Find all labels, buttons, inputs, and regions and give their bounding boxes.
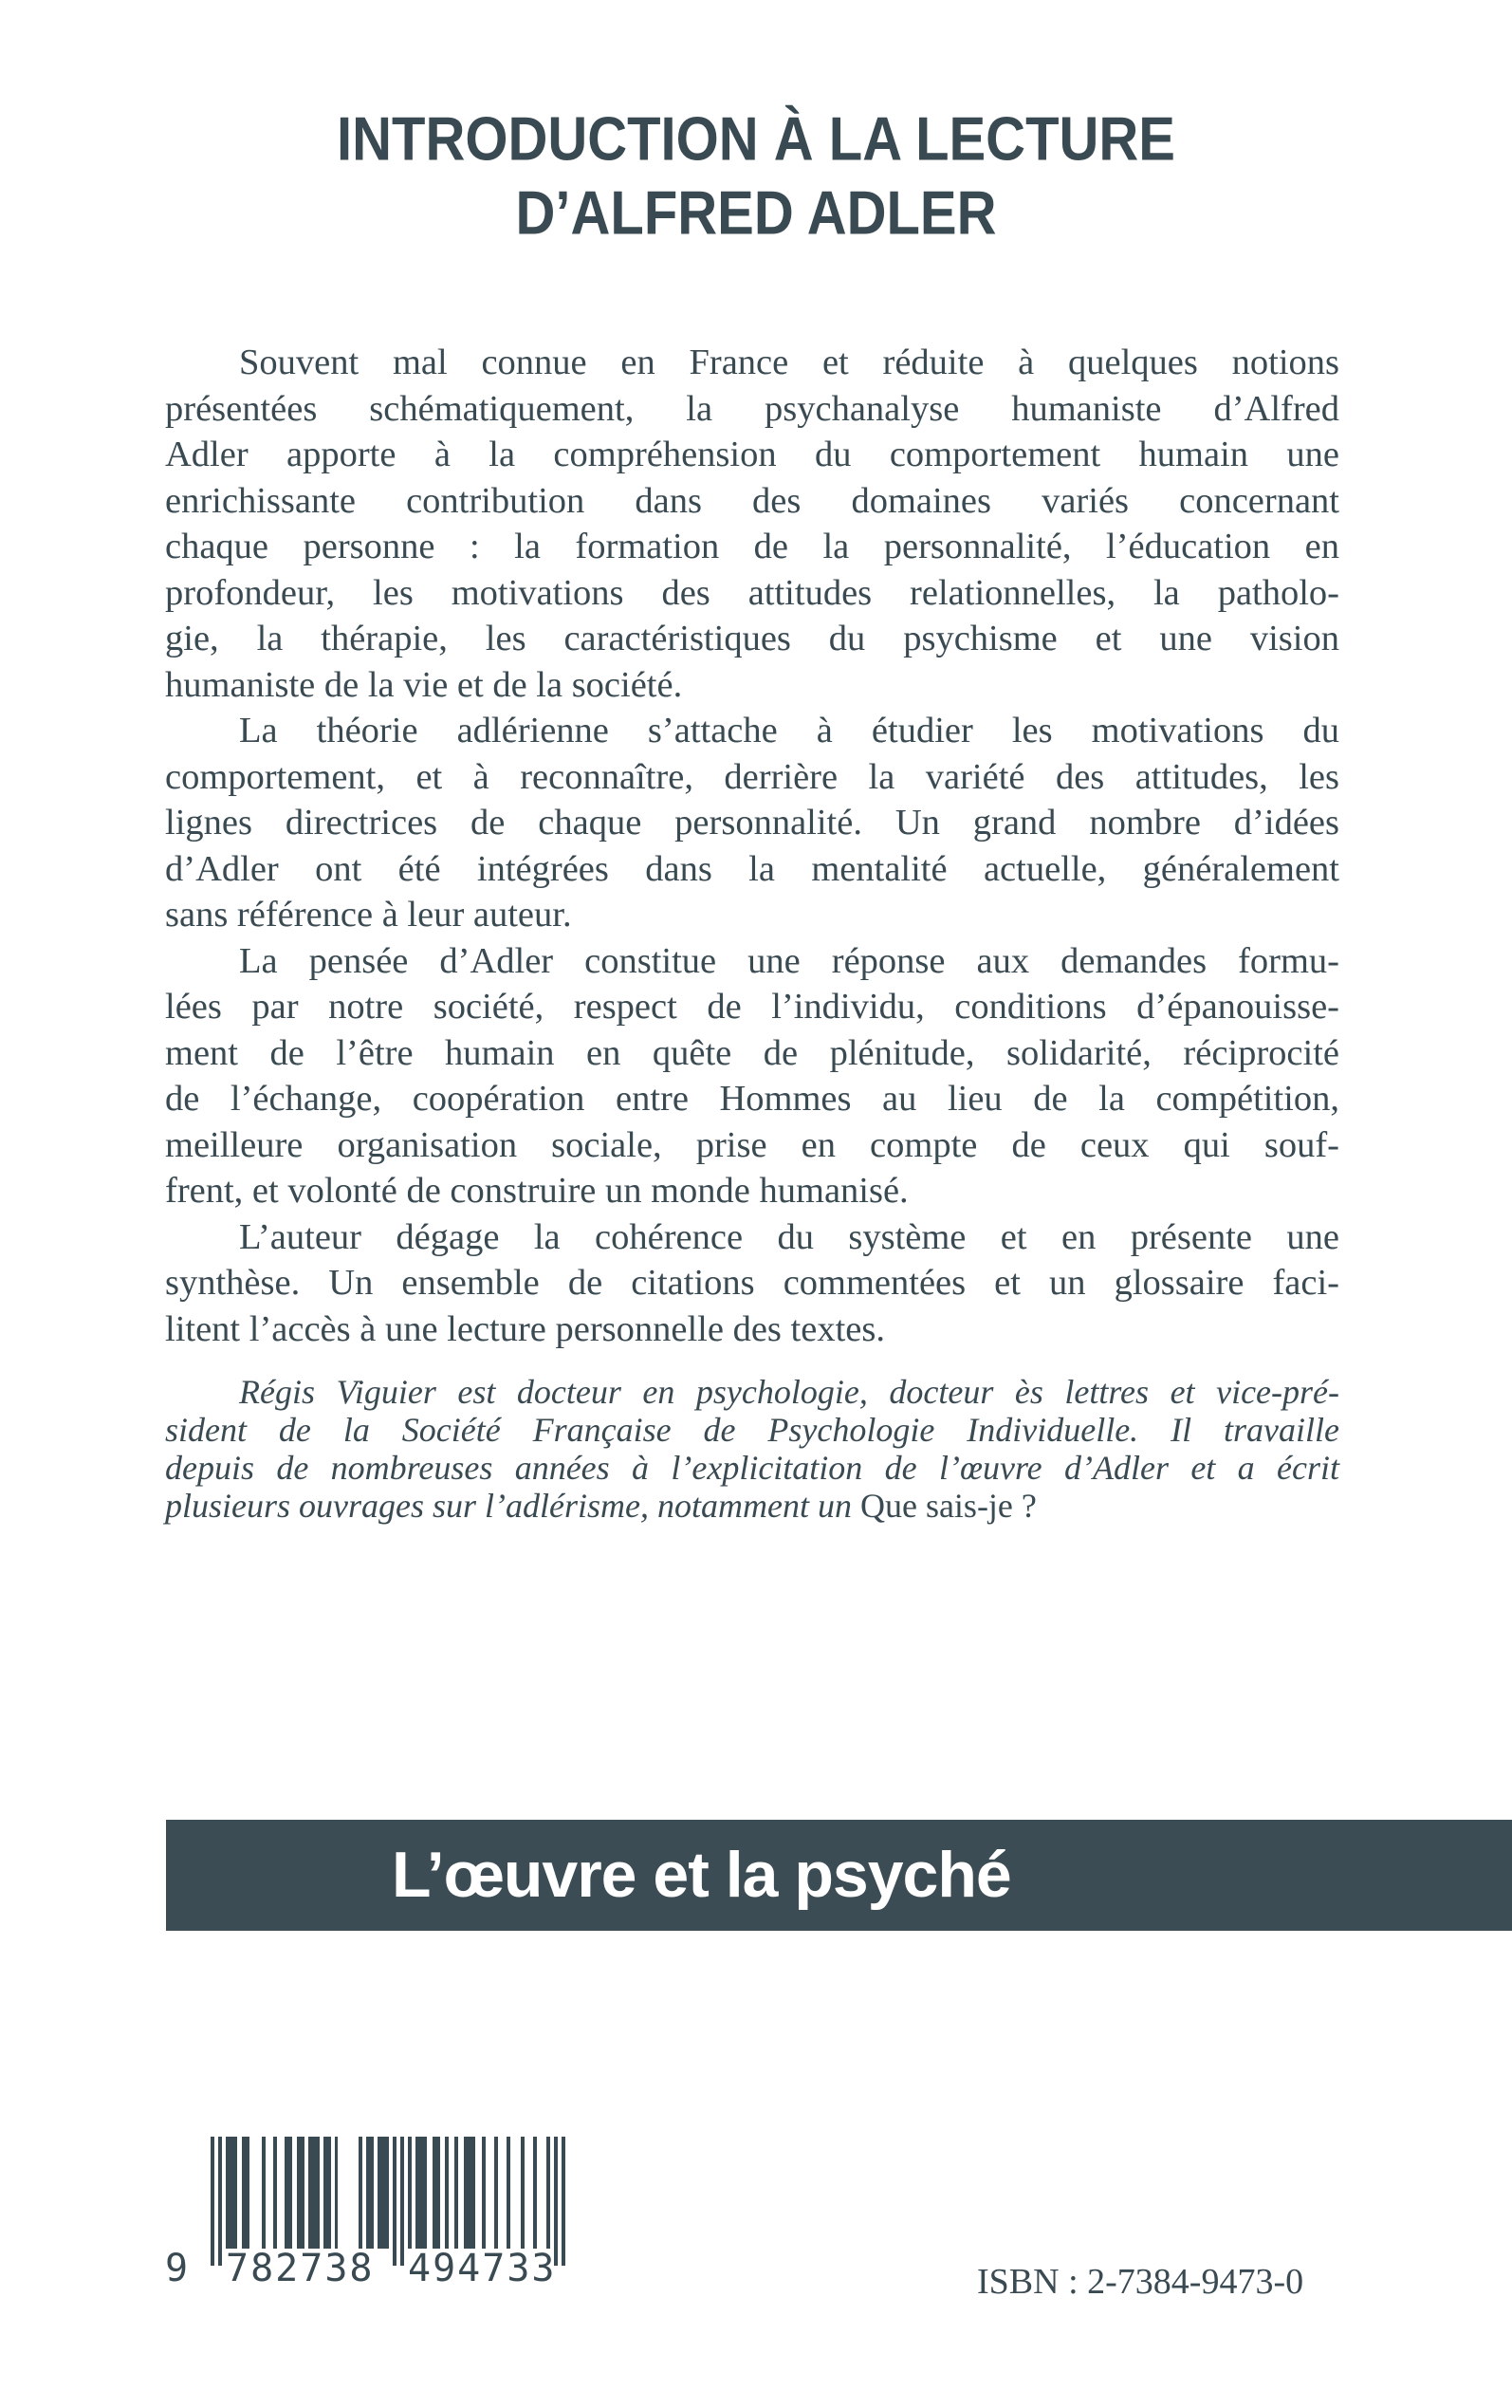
text-line: gie, la thérapie, les caractéristiques du psychisme et une vision: [165, 619, 1339, 658]
book-reference: Que sais-je ?: [859, 1487, 1037, 1525]
text-line: La théorie adlérienne s’attache à étudier les motivations du: [239, 711, 1339, 750]
blurb-paragraph-4: [165, 1214, 1339, 1353]
collection-name: L’œuvre et la psyché: [392, 1839, 1011, 1911]
text-line: chaque personne : la formation de la personnalité, l’éducation en: [165, 527, 1339, 566]
bio-line: depuis de nombreuses années à l’explicitation de l’œuvre d’Adler et a écrit: [165, 1449, 1339, 1487]
blurb-paragraph-1: [165, 340, 1339, 708]
text-line: enrichissante contribution dans des domaines variés concernant: [165, 480, 1339, 521]
text-line: litent l’accès à une lecture personnelle des textes.: [165, 1308, 885, 1349]
bio-line: [165, 1487, 1339, 1525]
blurb: [165, 340, 1339, 1352]
text-line: frent, et volonté de construire un monde humanisé.: [165, 1171, 909, 1211]
collection-band: [166, 1820, 1512, 1931]
barcode-left-group: 782738: [226, 2247, 375, 2290]
text-line: lignes directrices de chaque personnalité. Un grand nombre d’idées: [165, 803, 1339, 843]
blurb-paragraph-3: [165, 938, 1339, 1214]
text-line: Adler apporte à la compréhension du comportement humain une: [165, 435, 1339, 474]
bio-line-text: plusieurs ouvrages sur l’adlérisme, notamment un: [165, 1487, 852, 1525]
bio-line: Régis Viguier est docteur en psychologie, docteur ès lettres et vice-pré-: [239, 1373, 1339, 1411]
text-line: Souvent mal connue en France et réduite à quelques notions: [239, 343, 1339, 382]
author-bio: [165, 1373, 1339, 1525]
book-title: [0, 102, 1512, 250]
text-line: synthèse. Un ensemble de citations commentées et un glossaire faci-: [165, 1263, 1339, 1303]
text-line: humaniste de la vie et de la société.: [165, 664, 683, 705]
text-line: profondeur, les motivations des attitudes relationnelles, la patholo-: [165, 572, 1339, 613]
book-title-line-2: D’ALFRED ADLER: [515, 178, 997, 248]
text-line: d’Adler ont été intégrées dans la mentalité actuelle, généralement: [165, 848, 1339, 889]
text-line: sans référence à leur auteur.: [165, 895, 572, 935]
barcode-first-digit: 9: [165, 2247, 189, 2290]
barcode-right-group: 494733: [408, 2247, 557, 2290]
bio-line: sident de la Société Française de Psychologie Individuelle. Il travaille: [165, 1411, 1339, 1449]
book-title-line-1: INTRODUCTION À LA LECTURE: [337, 104, 1175, 174]
text-line: ment de l’être humain en quête de plénitude, solidarité, réciprocité: [165, 1032, 1339, 1073]
text-line: L’auteur dégage la cohérence du système et en présente une: [239, 1216, 1339, 1257]
blurb-paragraph-2: [165, 708, 1339, 938]
isbn-barcode: [165, 2133, 592, 2294]
text-line: lées par notre société, respect de l’individu, conditions d’épanouisse-: [165, 987, 1339, 1027]
text-line: comportement, et à reconnaître, derrière la variété des attitudes, les: [165, 756, 1339, 797]
text-line: meilleure organisation sociale, prise en compte de ceux qui souf-: [165, 1124, 1339, 1165]
isbn-number: ISBN : 2-7384-9473-0: [977, 2262, 1304, 2302]
text-line: de l’échange, coopération entre Hommes au lieu de la compétition,: [165, 1079, 1339, 1119]
text-line: La pensée d’Adler constitue une réponse aux demandes formu-: [239, 940, 1339, 981]
text-line: présentées schématiquement, la psychanalyse humaniste d’Alfred: [165, 388, 1339, 429]
